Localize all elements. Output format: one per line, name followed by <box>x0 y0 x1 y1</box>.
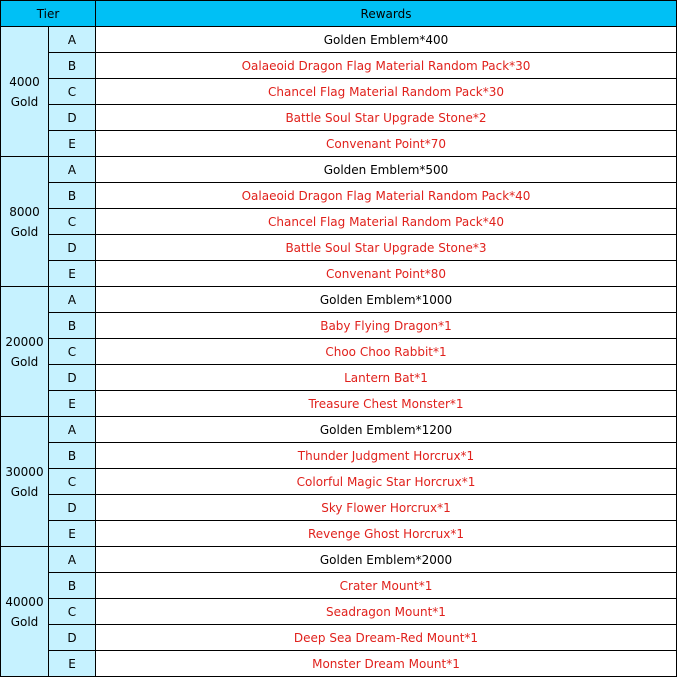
reward-cell: Crater Mount*1 <box>96 573 677 599</box>
sub-tier-cell: E <box>49 521 96 547</box>
sub-tier-cell: A <box>49 287 96 313</box>
table-row <box>1 27 677 53</box>
reward-cell: Chancel Flag Material Random Pack*40 <box>96 209 677 235</box>
tier-amount: 30000 <box>5 464 44 479</box>
sub-tier-cell: C <box>49 599 96 625</box>
table-row <box>1 521 677 547</box>
reward-cell: Deep Sea Dream-Red Mount*1 <box>96 625 677 651</box>
tier-unit: Gold <box>10 484 39 499</box>
table-row <box>1 261 677 287</box>
reward-cell: Golden Emblem*2000 <box>96 547 677 573</box>
reward-cell: Monster Dream Mount*1 <box>96 651 677 677</box>
tier-unit: Gold <box>10 94 39 109</box>
sub-tier-cell: E <box>49 391 96 417</box>
tier-amount: 8000 <box>9 204 40 219</box>
reward-cell: Oalaeoid Dragon Flag Material Random Pack*30 <box>96 53 677 79</box>
reward-cell: Convenant Point*70 <box>96 131 677 157</box>
table-row <box>1 183 677 209</box>
table-row <box>1 105 677 131</box>
sub-tier-cell: A <box>49 157 96 183</box>
table-row <box>1 547 677 573</box>
header-row <box>1 1 677 27</box>
table-row <box>1 53 677 79</box>
sub-tier-cell: C <box>49 79 96 105</box>
table-row <box>1 313 677 339</box>
sub-tier-cell: D <box>49 235 96 261</box>
tier-unit: Gold <box>10 354 39 369</box>
table-row <box>1 79 677 105</box>
table-row <box>1 625 677 651</box>
sub-tier-cell: B <box>49 573 96 599</box>
reward-cell: Lantern Bat*1 <box>96 365 677 391</box>
tier-unit: Gold <box>10 224 39 239</box>
table-row <box>1 651 677 677</box>
table-row <box>1 573 677 599</box>
reward-cell: Golden Emblem*500 <box>96 157 677 183</box>
sub-tier-cell: B <box>49 183 96 209</box>
table-row <box>1 157 677 183</box>
table-row <box>1 339 677 365</box>
sub-tier-cell: B <box>49 313 96 339</box>
sub-tier-cell: E <box>49 131 96 157</box>
reward-cell: Oalaeoid Dragon Flag Material Random Pack*40 <box>96 183 677 209</box>
tier-amount: 20000 <box>5 334 44 349</box>
sub-tier-cell: E <box>49 261 96 287</box>
rewards-header: Rewards <box>96 1 677 27</box>
tier-header: Tier <box>1 1 96 27</box>
sub-tier-cell: A <box>49 27 96 53</box>
sub-tier-cell: B <box>49 443 96 469</box>
reward-cell: Convenant Point*80 <box>96 261 677 287</box>
reward-cell: Seadragon Mount*1 <box>96 599 677 625</box>
reward-cell: Battle Soul Star Upgrade Stone*3 <box>96 235 677 261</box>
reward-cell: Golden Emblem*1200 <box>96 417 677 443</box>
sub-tier-cell: D <box>49 625 96 651</box>
reward-cell: Revenge Ghost Horcrux*1 <box>96 521 677 547</box>
reward-cell: Battle Soul Star Upgrade Stone*2 <box>96 105 677 131</box>
sub-tier-cell: B <box>49 53 96 79</box>
tier-cell <box>1 157 49 287</box>
reward-cell: Colorful Magic Star Horcrux*1 <box>96 469 677 495</box>
sub-tier-cell: D <box>49 365 96 391</box>
rewards-body <box>1 27 677 677</box>
sub-tier-cell: C <box>49 339 96 365</box>
reward-cell: Sky Flower Horcrux*1 <box>96 495 677 521</box>
reward-cell: Golden Emblem*400 <box>96 27 677 53</box>
tier-cell <box>1 287 49 417</box>
tier-cell <box>1 417 49 547</box>
sub-tier-cell: E <box>49 651 96 677</box>
table-row <box>1 391 677 417</box>
sub-tier-cell: D <box>49 495 96 521</box>
table-row <box>1 287 677 313</box>
reward-cell: Baby Flying Dragon*1 <box>96 313 677 339</box>
reward-cell: Choo Choo Rabbit*1 <box>96 339 677 365</box>
table-row <box>1 131 677 157</box>
reward-cell: Treasure Chest Monster*1 <box>96 391 677 417</box>
sub-tier-cell: C <box>49 469 96 495</box>
tier-amount: 4000 <box>9 74 40 89</box>
table-row <box>1 469 677 495</box>
table-row <box>1 599 677 625</box>
tier-cell <box>1 27 49 157</box>
table-row <box>1 209 677 235</box>
tier-cell <box>1 547 49 677</box>
table-row <box>1 417 677 443</box>
sub-tier-cell: A <box>49 417 96 443</box>
reward-cell: Thunder Judgment Horcrux*1 <box>96 443 677 469</box>
sub-tier-cell: C <box>49 209 96 235</box>
table-row <box>1 443 677 469</box>
table-row <box>1 235 677 261</box>
reward-cell: Golden Emblem*1000 <box>96 287 677 313</box>
tier-unit: Gold <box>10 614 39 629</box>
tier-amount: 40000 <box>5 594 44 609</box>
table-row <box>1 365 677 391</box>
table-row <box>1 495 677 521</box>
sub-tier-cell: D <box>49 105 96 131</box>
reward-cell: Chancel Flag Material Random Pack*30 <box>96 79 677 105</box>
sub-tier-cell: A <box>49 547 96 573</box>
